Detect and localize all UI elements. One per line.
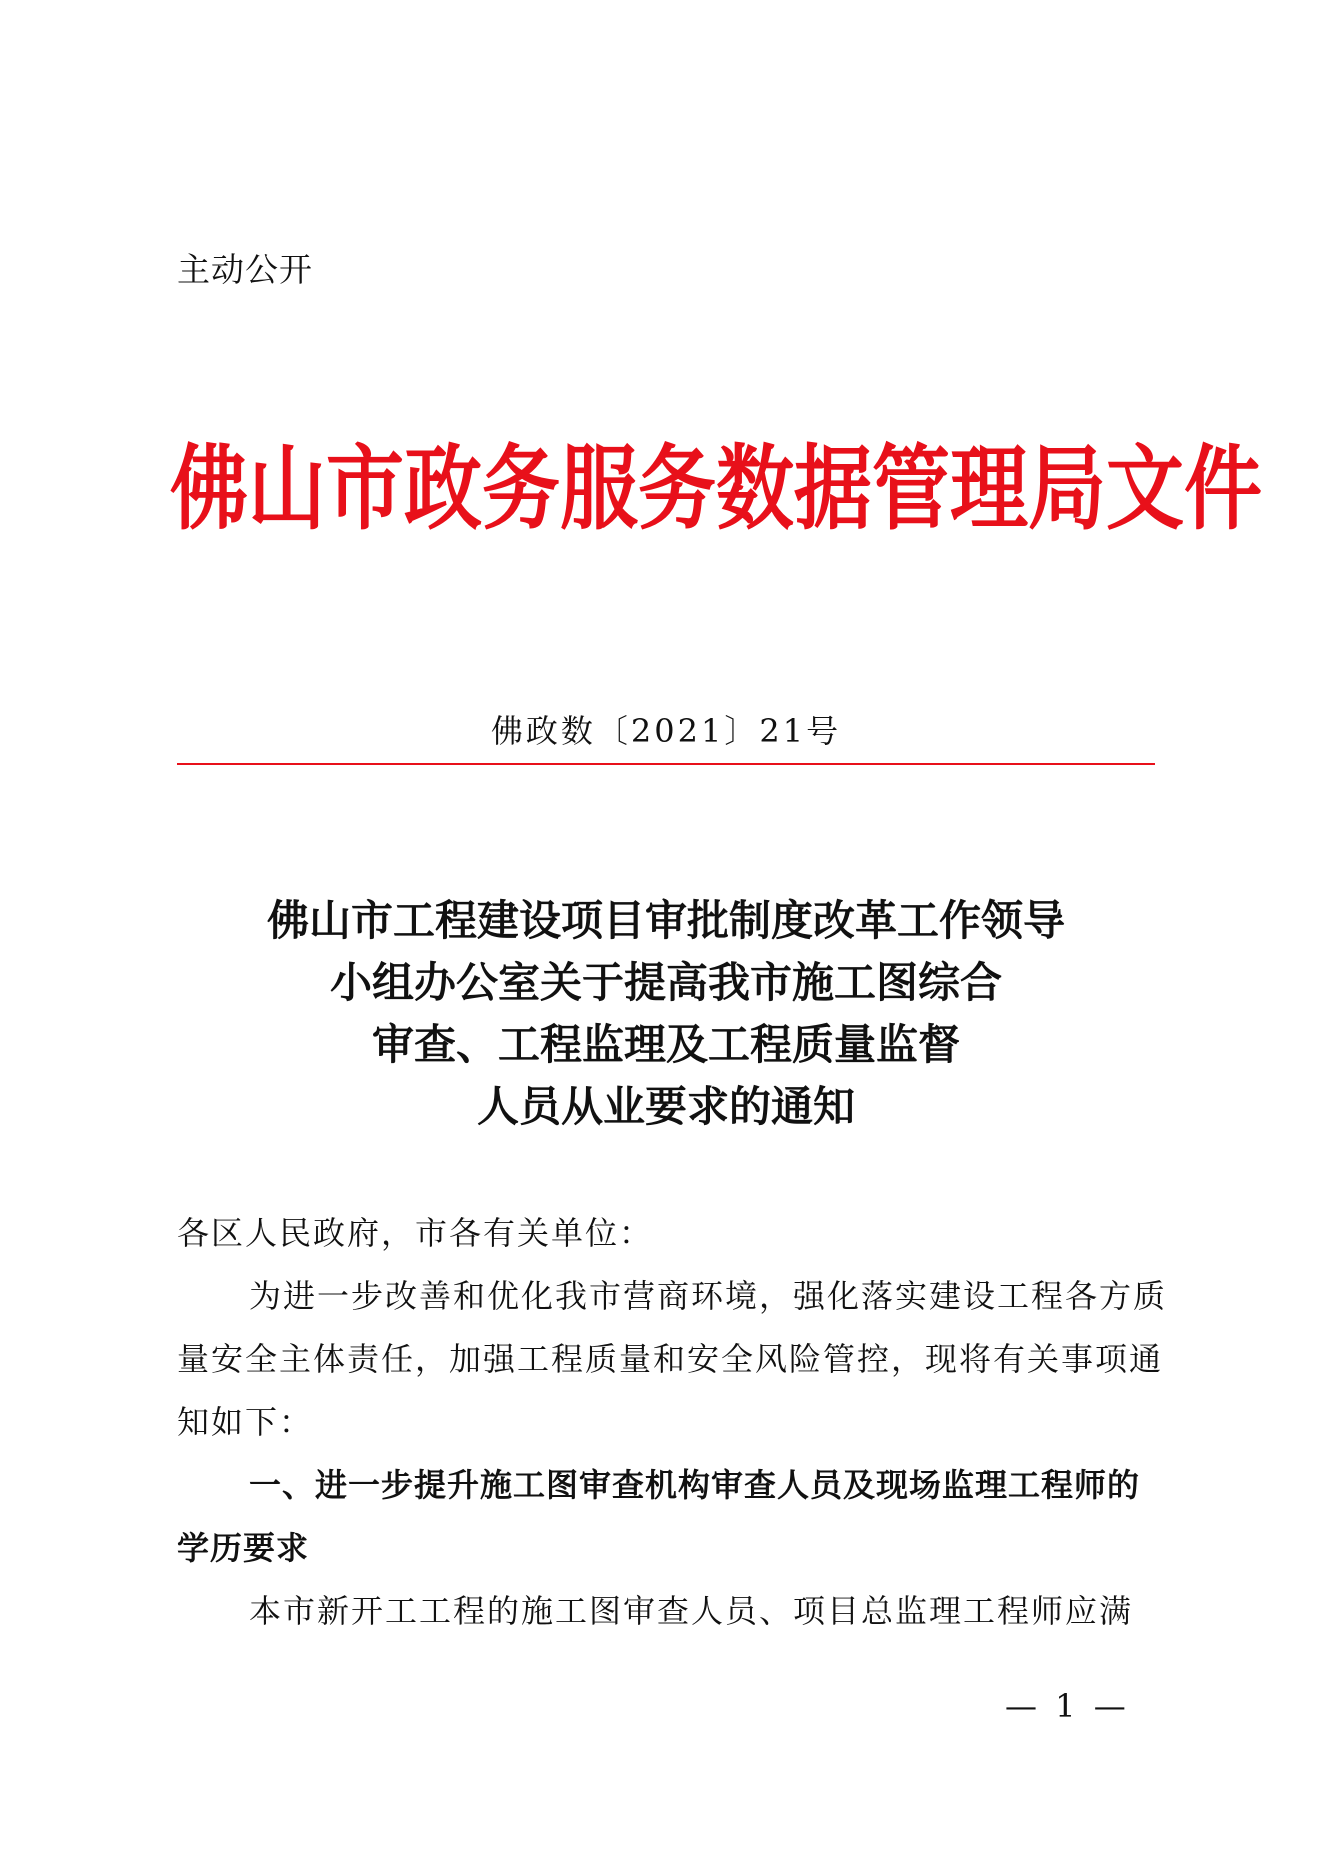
title-line-4: 人员从业要求的通知 — [476, 1082, 855, 1131]
masthead-title: 佛山市政务服务数据管理局文件 — [170, 435, 1263, 544]
document-body — [177, 1202, 1167, 1643]
salutation: 各区人民政府，市各有关单位： — [177, 1214, 654, 1252]
page-number: — 1 — — [1005, 1687, 1130, 1725]
section-1-heading: 一、进一步提升施工图审查机构审查人员及现场监理工程师的学历要求 — [177, 1466, 1141, 1567]
document-title — [177, 890, 1155, 1138]
section-1-paragraph: 本市新开工工程的施工图审查人员、项目总监理工程师应满 — [249, 1592, 1134, 1630]
document-number: 佛政数〔2021〕21号 — [490, 712, 842, 750]
title-line-3: 审查、工程监理及工程质量监督 — [371, 1020, 960, 1069]
title-line-1: 佛山市工程建设项目审批制度改革工作领导 — [266, 896, 1065, 945]
title-line-2: 小组办公室关于提高我市施工图综合 — [329, 958, 1002, 1007]
intro-paragraph: 为进一步改善和优化我市营商环境，强化落实建设工程各方质量安全主体责任，加强工程质量和安全风险管控，现将有关事项通知如下： — [177, 1277, 1168, 1441]
disclosure-label: 主动公开 — [177, 250, 313, 289]
red-divider — [177, 763, 1155, 765]
